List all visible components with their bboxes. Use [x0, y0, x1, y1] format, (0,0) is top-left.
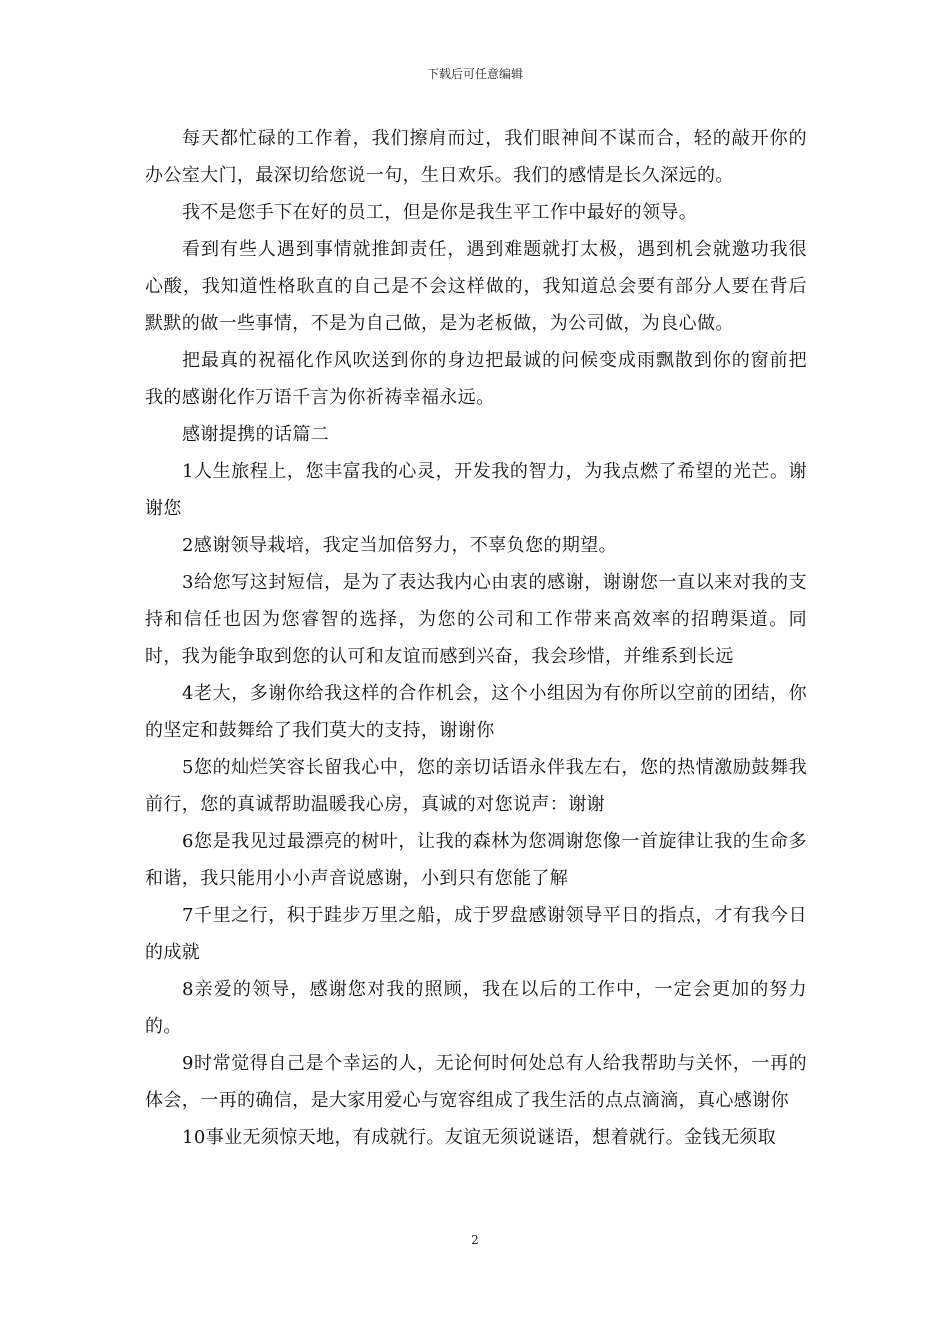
list-item: 1人生旅程上，您丰富我的心灵，开发我的智力，为我点燃了希望的光芒。谢谢您: [145, 461, 807, 519]
list-item: 9时常觉得自己是个幸运的人，无论何时何处总有人给我帮助与关怀，一再的体会，一再的确信，是大家用爱心与宽容组成了我生活的点点滴滴，真心感谢你: [145, 1053, 807, 1111]
paragraph: 每天都忙碌的工作着，我们擦肩而过，我们眼神间不谋而合，轻的敲开你的办公室大门，最深切给您说一句，生日欢乐。我们的感情是长久深远的。: [145, 128, 807, 186]
list-item: 4老大，多谢你给我这样的合作机会，这个小组因为有你所以空前的团结，你的坚定和鼓舞给了我们莫大的支持，谢谢你: [145, 683, 807, 741]
list-item: 5您的灿烂笑容长留我心中，您的亲切话语永伴我左右，您的热情激励鼓舞我前行，您的真诚帮助温暖我心房，真诚的对您说声：谢谢: [145, 757, 807, 815]
paragraph: 我不是您手下在好的员工，但是你是我生平工作中最好的领导。: [182, 202, 698, 223]
page-number: 2: [471, 1233, 479, 1247]
list-item: 3给您写这封短信，是为了表达我内心由衷的感谢，谢谢您一直以来对我的支持和信任也因为您睿智的选择，为您的公司和工作带来高效率的招聘渠道。同时，我为能争取到您的认可和友谊而感到兴奋，我会珍惜，并维系到长远: [145, 572, 807, 667]
paragraph: 看到有些人遇到事情就推卸责任，遇到难题就打太极，遇到机会就邀功我很心酸，我知道性格耿直的自己是不会这样做的，我知道总会要有部分人要在背后默默的做一些事情，不是为自己做，是为老板做，为公司做，为良心做。: [145, 239, 807, 334]
paragraph: 把最真的祝福化作风吹送到你的身边把最诚的问候变成雨飘散到你的窗前把我的感谢化作万语千言为你祈祷幸福永远。: [145, 350, 807, 408]
section-title: 感谢提携的话篇二: [182, 424, 330, 445]
list-item: 2感谢领导栽培，我定当加倍努力，不辜负您的期望。: [182, 535, 618, 556]
list-item: 7千里之行，积于跬步万里之船，成于罗盘感谢领导平日的指点，才有我今日的成就: [145, 905, 807, 963]
list-item: 8亲爱的领导，感谢您对我的照顾，我在以后的工作中，一定会更加的努力的。: [145, 979, 807, 1037]
document-body: [145, 120, 807, 1156]
list-item: 10事业无须惊天地，有成就行。友谊无须说谜语，想着就行。金钱无须取: [182, 1127, 777, 1148]
list-item: 6您是我见过最漂亮的树叶，让我的森林为您凋谢您像一首旋律让我的生命多和谐，我只能用小小声音说感谢，小到只有您能了解: [145, 831, 807, 889]
page-header: 下载后可任意编辑: [426, 67, 523, 81]
